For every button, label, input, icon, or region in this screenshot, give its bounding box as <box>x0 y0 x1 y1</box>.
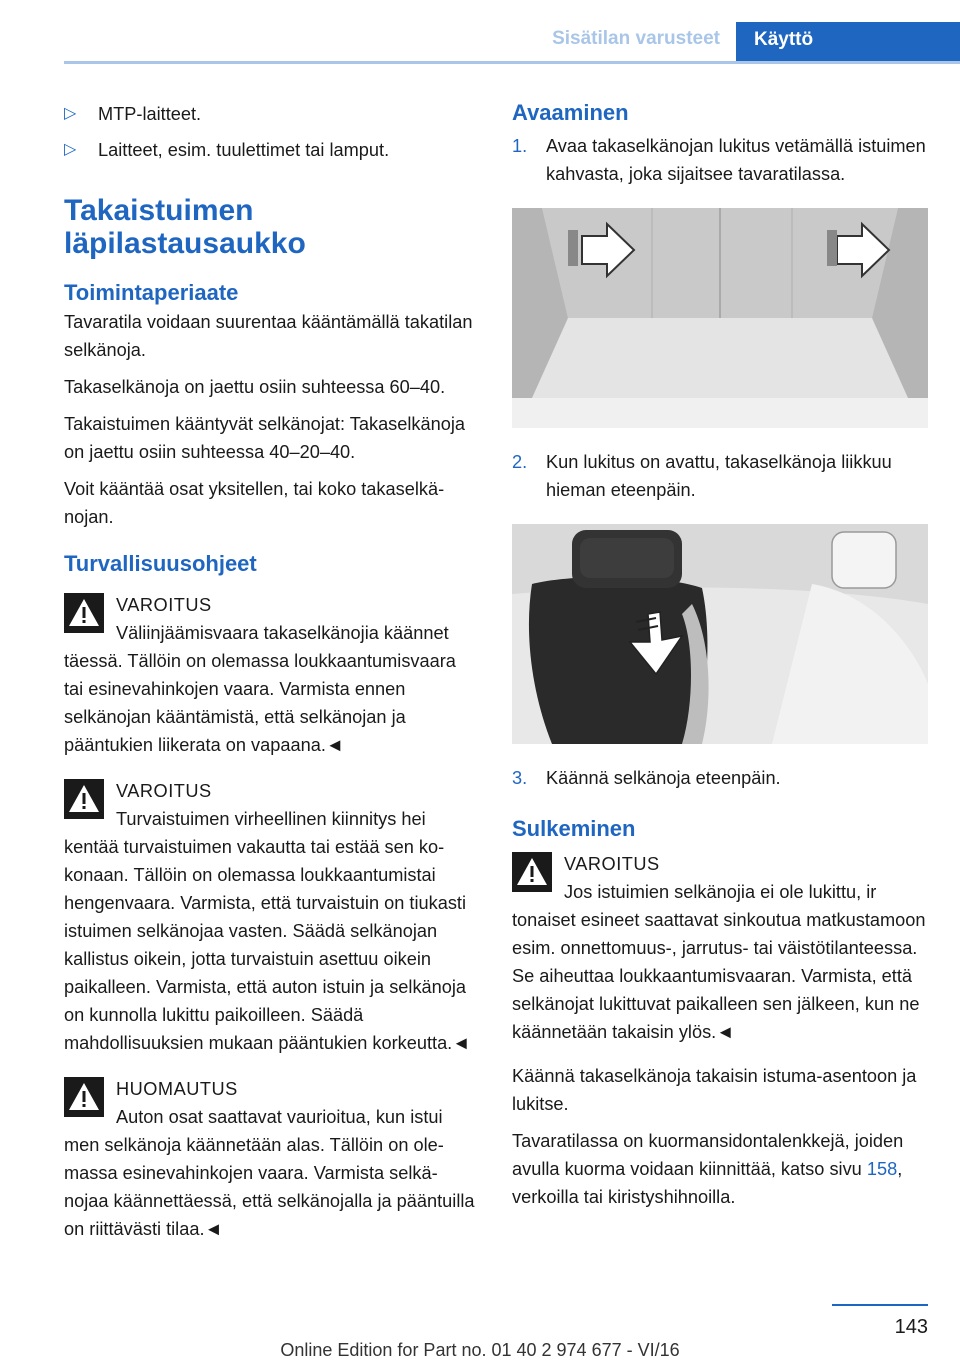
step-text: Kun lukitus on avattu, takaselkänoja liikkuu hieman eteenpäin. <box>546 452 892 500</box>
warning-title: VAROITUS <box>564 854 660 874</box>
notice-block <box>64 1075 476 1243</box>
warning-text-first: Väliinjäämisvaara takaselkänojia käännet <box>116 623 449 643</box>
paragraph <box>512 1127 928 1211</box>
notice-text-first: Auton osat saattavat vaurioitua, kun istui <box>116 1107 443 1127</box>
section-title: Takaistuimen läpilastausaukko <box>64 194 306 260</box>
warning-icon <box>64 779 104 819</box>
page-link[interactable]: 158 <box>866 1159 898 1179</box>
right-column <box>512 100 928 1220</box>
open-heading: Avaaminen <box>512 100 629 125</box>
step-item <box>512 448 928 504</box>
trunk-figure <box>512 208 928 428</box>
warning-text-first: Turvaistuimen virheellinen kiinnitys hei <box>116 809 426 829</box>
bullet-item <box>64 136 476 164</box>
warning-icon <box>64 593 104 633</box>
paragraph: Takaselkänoja on jaettu osiin suhteessa 60–40. <box>64 377 446 397</box>
warning-title: VAROITUS <box>116 781 212 801</box>
step-number: 3. <box>512 768 528 788</box>
paragraph-text: Tavaratilassa on kuormansidontalenkkejä, joiden avulla kuorma voidaan kiinnittää, katso sivu <box>512 1131 904 1179</box>
paragraph: Käännä takaselkänoja takaisin istuma-asentoon ja lukitse. <box>512 1066 917 1114</box>
step-text: Käännä selkänoja eteenpäin. <box>546 768 781 788</box>
warning-title: VAROITUS <box>116 595 212 615</box>
footer-rule <box>832 1304 928 1306</box>
left-column <box>64 100 476 1251</box>
header-section-title: Sisätilan varusteet <box>552 28 720 49</box>
paragraph: Voit kääntää osat yksitellen, tai koko takaselkänojan. <box>64 479 445 527</box>
bullet-text: MTP-laitteet. <box>98 104 202 124</box>
step-number: 1. <box>512 136 528 156</box>
triangle-bullet-icon: ▷ <box>64 141 77 158</box>
safety-heading: Turvallisuusohjeet <box>64 551 257 576</box>
warning-block <box>64 777 476 1057</box>
trunk-illustration <box>512 208 928 428</box>
paragraph: Tavaratila voidaan suurentaa kääntämällä takatilan selkänoja. <box>64 312 473 360</box>
warning-text: kentää turvaistuimen vakautta tai estää sen kokonaan. Tällöin on olemassa loukkaantumistai hengenvaara. Varmista, että turvaistuin on tiukasti istuimen selkänojaa vasten. Säädä selkänojan kallistus oikein, jotta turvaistuin asettuu oikein paikalleen. Varmista, että auton istuin ja selkänoja on kunnolla lukittu paikoilleen. Säädä mahdollisuuksien mukaan pääntukien korkeutta.◄ <box>64 837 471 1053</box>
warning-icon <box>512 852 552 892</box>
bullet-text: Laitteet, esim. tuulettimet tai lamput. <box>98 140 390 160</box>
warning-block <box>64 591 476 759</box>
paragraph: Takaistuimen kääntyvät selkänojat: Takaselkänoja on jaettu osiin suhteessa 40–20–40. <box>64 414 466 462</box>
principle-heading: Toimintaperiaate <box>64 280 239 305</box>
close-heading: Sulkeminen <box>512 816 636 841</box>
triangle-bullet-icon: ▷ <box>64 105 77 122</box>
warning-icon <box>64 1077 104 1117</box>
page-number: 143 <box>894 1316 928 1338</box>
warning-text: täessä. Tällöin on olemassa loukkaantumisvaara tai esinevahinkojen vaara. Varmista ennen selkänojan kääntämistä, että selkänojan ja pääntukien liikerata on vapaana.◄ <box>64 651 456 755</box>
warning-text-first: Jos istuimien selkänojia ei ole lukittu, ir <box>564 882 877 902</box>
step-number: 2. <box>512 452 528 472</box>
seat-illustration <box>512 524 928 744</box>
seat-figure <box>512 524 928 744</box>
edition-footer: Online Edition for Part no. 01 40 2 974 677 - VI/16 <box>280 1340 680 1360</box>
step-text: Avaa takaselkänojan lukitus vetämällä istuimen kahvasta, joka sijaitsee tavaratilassa. <box>546 136 926 184</box>
notice-title: HUOMAUTUS <box>116 1079 238 1099</box>
step-item <box>512 132 928 188</box>
header-rule <box>64 61 960 64</box>
header-chapter-tab: Käyttö <box>736 22 960 61</box>
bullet-item <box>64 100 476 128</box>
step-item <box>512 764 928 792</box>
notice-text: men selkänoja käännetään alas. Tällöin on olemassa esinevahinkojen vaara. Varmista selkänojaa käännettäessä, että selkänojalla ja pääntuilla on riittävästi tilaa.◄ <box>64 1135 475 1239</box>
warning-block <box>512 850 928 1046</box>
warning-text: tonaiset esineet saattavat sinkoutua matkustamoon esim. onnettomuus-, jarrutus- tai väistötilanteessa. Se aiheuttaa loukkaantumisvaaran. Varmista, että selkänojat lukittuvat paikalleen sen jälkeen, kun ne käännetään takaisin ylös.◄ <box>512 910 926 1042</box>
paragraph-text: , verkoilla tai kiristyshihnoilla. <box>512 1159 903 1207</box>
